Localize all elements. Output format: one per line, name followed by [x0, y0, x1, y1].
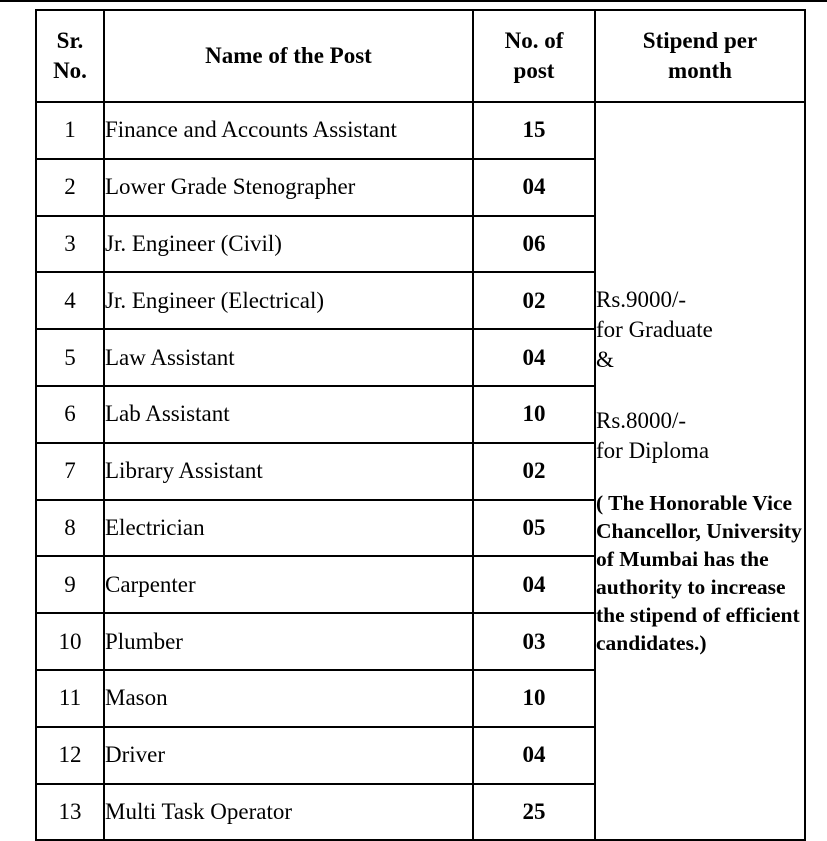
post-count-cell: 15: [473, 102, 595, 159]
sr-cell: 4: [36, 272, 104, 329]
posts-table: [35, 9, 806, 841]
post-name-cell: Finance and Accounts Assistant: [104, 102, 473, 159]
sr-cell: 9: [36, 556, 104, 613]
sr-cell: 12: [36, 727, 104, 784]
header-stipend: Stipend per month: [595, 10, 805, 102]
post-count-cell: 02: [473, 272, 595, 329]
post-count-cell: 10: [473, 386, 595, 443]
sr-cell: 1: [36, 102, 104, 159]
sr-cell: 3: [36, 216, 104, 273]
stipend-diploma-label: for Diploma: [596, 438, 710, 464]
post-name-cell: Law Assistant: [104, 329, 473, 386]
sr-cell: 2: [36, 159, 104, 216]
sr-cell: 10: [36, 613, 104, 670]
stipend-graduate-amount: Rs.9000/-: [596, 287, 687, 313]
header-post-name: Name of the Post: [104, 10, 473, 102]
header-sr-no: Sr. No.: [36, 10, 104, 102]
post-name-cell: Plumber: [104, 613, 473, 670]
post-count-cell: 02: [473, 443, 595, 500]
sr-cell: 11: [36, 670, 104, 727]
stipend-note: ( The Honorable Vice Chancellor, University of Mumbai has the authority to increase the stipend of efficient candidates.): [596, 491, 802, 656]
post-name-cell: Lower Grade Stenographer: [104, 159, 473, 216]
post-count-cell: 04: [473, 727, 595, 784]
post-name-cell: Multi Task Operator: [104, 784, 473, 841]
post-count-cell: 03: [473, 613, 595, 670]
sr-cell: 5: [36, 329, 104, 386]
post-count-cell: 04: [473, 556, 595, 613]
post-name-cell: Lab Assistant: [104, 386, 473, 443]
post-count-cell: 05: [473, 500, 595, 557]
sr-cell: 6: [36, 386, 104, 443]
top-rule: [0, 0, 827, 2]
table-row: [36, 102, 805, 159]
post-name-cell: Driver: [104, 727, 473, 784]
header-row: [36, 10, 805, 102]
stipend-and: &: [596, 347, 614, 373]
post-count-cell: 10: [473, 670, 595, 727]
post-name-cell: Electrician: [104, 500, 473, 557]
post-name-cell: Carpenter: [104, 556, 473, 613]
post-name-cell: Jr. Engineer (Civil): [104, 216, 473, 273]
post-count-cell: 06: [473, 216, 595, 273]
stipend-diploma-amount: Rs.8000/-: [596, 408, 687, 434]
post-count-cell: 25: [473, 784, 595, 841]
post-name-cell: Jr. Engineer (Electrical): [104, 272, 473, 329]
sr-cell: 13: [36, 784, 104, 841]
header-post-count: No. of post: [473, 10, 595, 102]
stipend-cell: [595, 102, 805, 840]
stipend-graduate-label: for Graduate: [596, 317, 713, 343]
post-name-cell: Library Assistant: [104, 443, 473, 500]
post-name-cell: Mason: [104, 670, 473, 727]
sr-cell: 7: [36, 443, 104, 500]
post-count-cell: 04: [473, 329, 595, 386]
sr-cell: 8: [36, 500, 104, 557]
post-count-cell: 04: [473, 159, 595, 216]
